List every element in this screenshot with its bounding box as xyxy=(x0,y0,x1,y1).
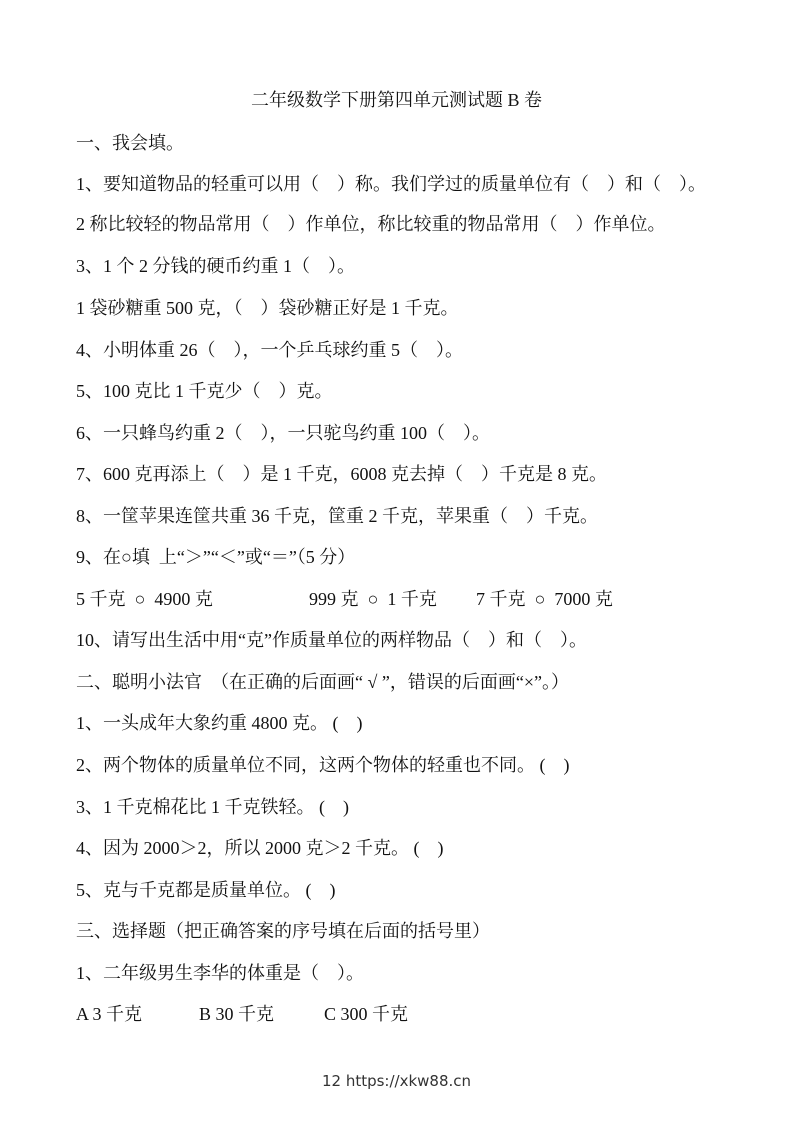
question-line: 10、请写出生活中用“克”作质量单位的两样物品（ ）和（ ）。 xyxy=(76,630,587,650)
question-line: 2、两个物体的质量单位不同，这两个物体的轻重也不同。 ( ) xyxy=(76,755,570,775)
question-line: 7、600 克再添上（ ）是 1 千克，6008 克去掉（ ）千克是 8 克。 xyxy=(76,464,607,484)
question-line: 8、一筐苹果连筐共重 36 千克，筐重 2 千克，苹果重（ ）千克。 xyxy=(76,506,598,526)
page-footer: 12 https://xkw88.cn xyxy=(321,1072,472,1090)
option-c: C 300 千克 xyxy=(324,1004,409,1024)
question-line: 1、要知道物品的轻重可以用（ ）称。我们学过的质量单位有（ ）和（ ）。 xyxy=(76,174,706,194)
compare-item: 5 千克 ○ 4900 克 xyxy=(76,589,213,609)
question-line: 3、1 千克棉花比 1 千克铁轻。 ( ) xyxy=(76,797,349,817)
question-line: 5、克与千克都是质量单位。 ( ) xyxy=(76,880,336,900)
question-line: 4、因为 2000＞2，所以 2000 克＞2 千克。 ( ) xyxy=(76,838,444,858)
question-line: 1、二年级男生李华的体重是（ ）。 xyxy=(76,963,364,983)
question-line: 9、在○填 上“＞”“＜”或“＝”（5 分） xyxy=(76,547,356,567)
section-heading-judge: 二、聪明小法官 （在正确的后面画“ √ ”，错误的后面画“×”。） xyxy=(76,672,569,692)
compare-item: 999 克 ○ 1 千克 xyxy=(309,589,437,609)
question-line: 1、一头成年大象约重 4800 克。 ( ) xyxy=(76,713,363,733)
option-b: B 30 千克 xyxy=(199,1004,275,1024)
question-line: 4、小明体重 26（ ），一个乒乓球约重 5（ ）。 xyxy=(76,340,463,360)
question-line: 3、1 个 2 分钱的硬币约重 1（ ）。 xyxy=(76,256,355,276)
question-line: 6、一只蜂鸟约重 2（ ），一只驼鸟约重 100（ ）。 xyxy=(76,423,490,443)
page-title: 二年级数学下册第四单元测试题 B 卷 xyxy=(250,90,542,110)
section-heading-fill-in: 一、我会填。 xyxy=(76,133,184,153)
compare-item: 7 千克 ○ 7000 克 xyxy=(476,589,613,609)
section-heading-choice: 三、选择题（把正确答案的序号填在后面的括号里） xyxy=(76,921,490,941)
question-line: 1 袋砂糖重 500 克，（ ）袋砂糖正好是 1 千克。 xyxy=(76,298,459,318)
question-line: 5、100 克比 1 千克少（ ）克。 xyxy=(76,381,333,401)
question-line: 2 称比较轻的物品常用（ ）作单位，称比较重的物品常用（ ）作单位。 xyxy=(76,214,666,234)
option-a: A 3 千克 xyxy=(76,1004,143,1024)
